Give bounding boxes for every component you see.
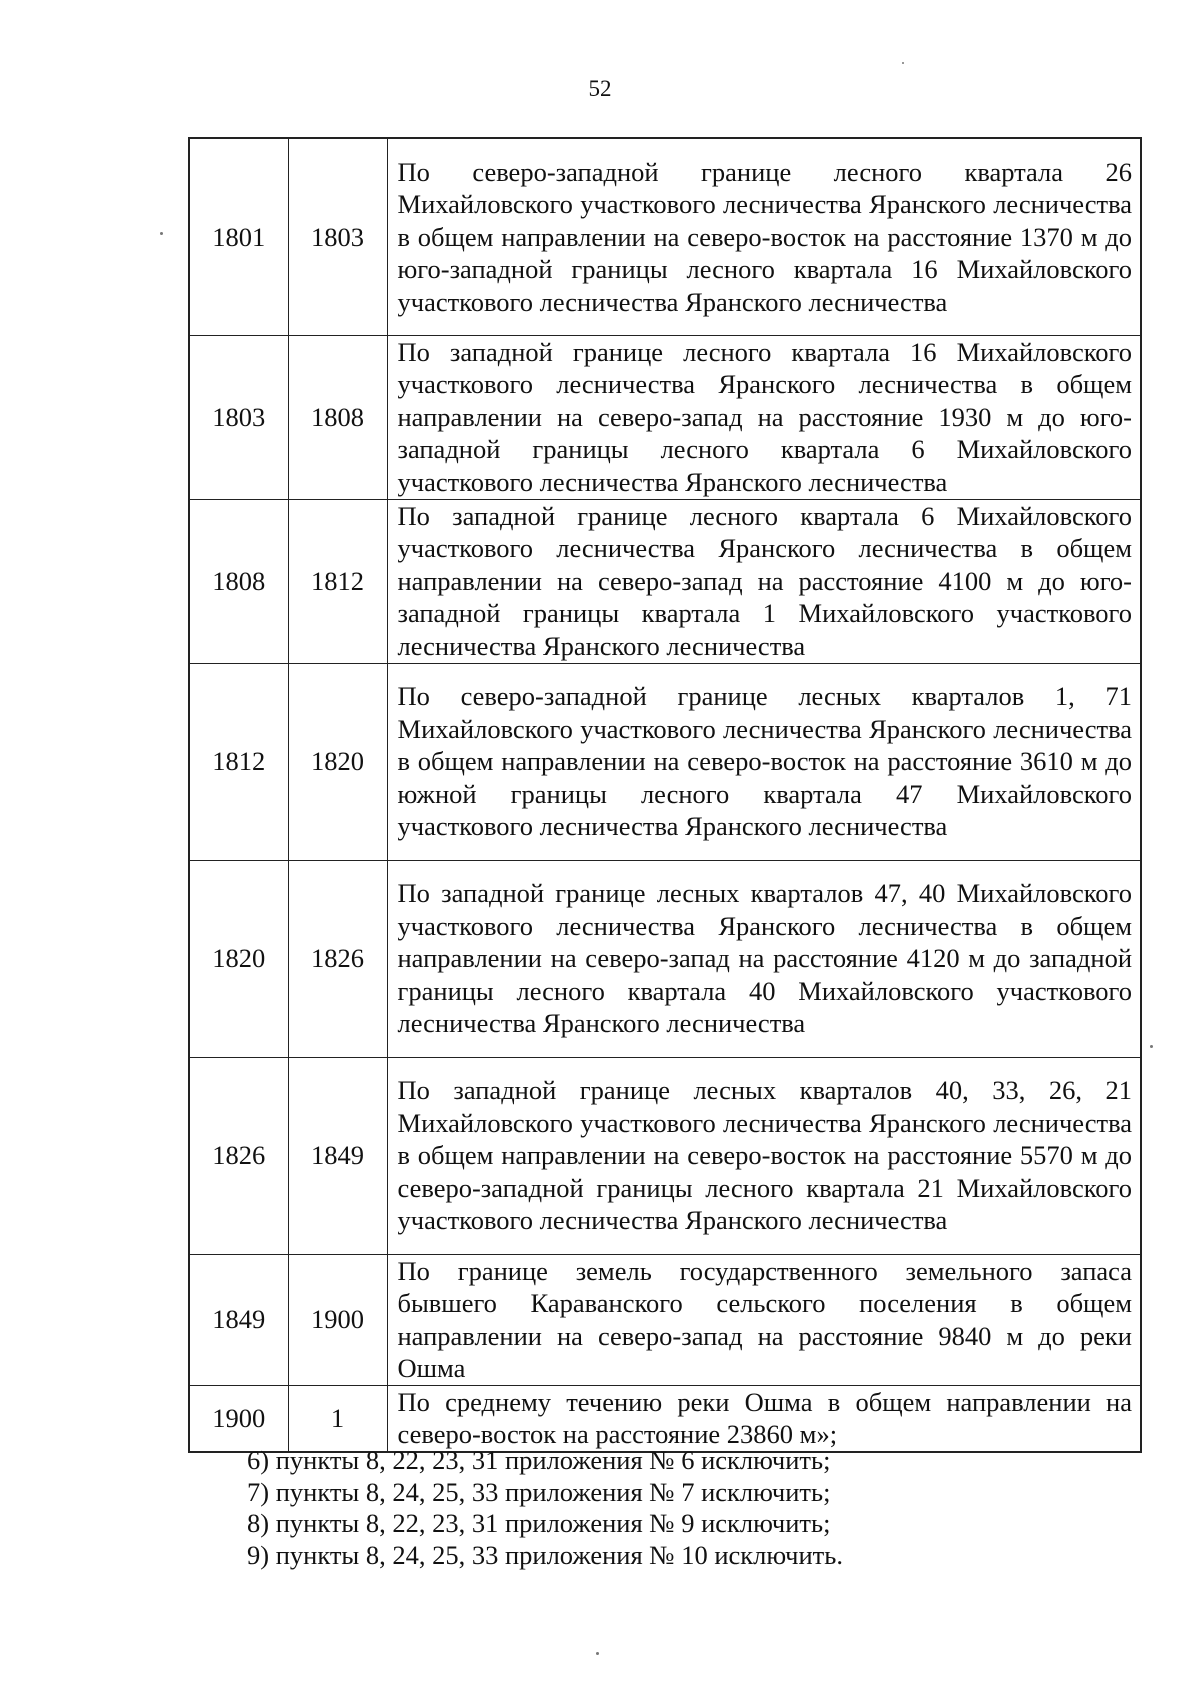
boundary-description-cell [387, 1057, 1141, 1254]
boundary-description-cell [387, 1254, 1141, 1385]
table-row [189, 335, 1141, 499]
table-row [189, 1385, 1141, 1452]
boundary-description-cell [387, 335, 1141, 499]
boundary-description-cell [387, 663, 1141, 860]
table-row [189, 1254, 1141, 1385]
boundary-description-table [188, 137, 1142, 1453]
point-to-cell: 1812 [288, 499, 387, 663]
boundary-description: По северо-западной границе лесного квартала 26 Михайловского участкового лесничества Яранского лесничества в общем направлении на северо-восток на расстояние 1370 м до юго-западной границы лесного квартала 16 Михайловского участкового лесничества Яранского лесничества [397, 156, 1132, 317]
point-to-cell: 1803 [288, 138, 387, 335]
table-row [189, 1057, 1141, 1254]
amendment-item: 6) пункты 8, 22, 23, 31 приложения № 6 исключить; [247, 1445, 831, 1475]
point-to-cell: 1808 [288, 335, 387, 499]
table-row [189, 499, 1141, 663]
point-from-cell: 1808 [189, 499, 288, 663]
point-to-cell: 1826 [288, 860, 387, 1057]
amendment-item: 7) пункты 8, 24, 25, 33 приложения № 7 исключить; [247, 1476, 831, 1507]
amendment-list [247, 1445, 1147, 1571]
point-from-cell: 1820 [189, 860, 288, 1057]
point-to-cell: 1849 [288, 1057, 387, 1254]
scan-speck [596, 1652, 599, 1655]
point-from-cell: 1900 [189, 1385, 288, 1452]
amendment-item: 9) пункты 8, 24, 25, 33 приложения № 10 исключить. [247, 1539, 843, 1570]
point-from-cell: 1849 [189, 1254, 288, 1385]
boundary-description-cell [387, 138, 1141, 335]
boundary-description-cell [387, 1385, 1141, 1452]
point-from-cell: 1801 [189, 138, 288, 335]
boundary-description: По западной границе лесных кварталов 47, 40 Михайловского участкового лесничества Яранского лесничества в общем направлении на северо-запад на расстояние 4120 м до западной границы лесного квартала 40 Михайловского участкового лесничества Яранского лесничества [397, 878, 1132, 1039]
boundary-description: По западной границе лесного квартала 16 Михайловского участкового лесничества Яранского лесничества в общем направлении на северо-запад на расстояние 1930 м до юго-западной границы лесного квартала 6 Михайловского участкового лесничества Яранского лесничества [397, 336, 1132, 497]
point-to-cell: 1820 [288, 663, 387, 860]
boundary-description: По северо-западной границе лесных кварталов 1, 71 Михайловского участкового лесничества Яранского лесничества в общем направлении на северо-восток на расстояние 3610 м до южной границы лесного квартала 47 Михайловского участкового лесничества Яранского лесничества [397, 681, 1132, 842]
boundary-description-cell [387, 499, 1141, 663]
scan-speck [1150, 1045, 1153, 1048]
table-row [189, 663, 1141, 860]
point-to-cell: 1900 [288, 1254, 387, 1385]
boundary-description: По границе земель государственного земельного запаса бывшего Караванского сельского поселения в общем направлении на северо-запад на расстояние 9840 м до реки Ошма [397, 1255, 1132, 1383]
point-from-cell: 1803 [189, 335, 288, 499]
table-row [189, 860, 1141, 1057]
boundary-description: По западной границе лесного квартала 6 Михайловского участкового лесничества Яранского лесничества в общем направлении на северо-запад на расстояние 4100 м до юго-западной границы квартала 1 Михайловского участкового лесничества Яранского лесничества [397, 500, 1132, 661]
scan-speck [160, 232, 163, 235]
point-to-cell: 1 [288, 1385, 387, 1452]
page-number: 52 [588, 76, 612, 101]
point-from-cell: 1826 [189, 1057, 288, 1254]
boundary-description-cell [387, 860, 1141, 1057]
scan-speck [902, 62, 904, 64]
table-row [189, 138, 1141, 335]
boundary-description: По западной границе лесных кварталов 40, 33, 26, 21 Михайловского участкового лесничества Яранского лесничества в общем направлении на северо-восток на расстояние 5570 м до северо-западной границы лесного квартала 21 Михайловского участкового лесничества Яранского лесничества [397, 1075, 1132, 1236]
point-from-cell: 1812 [189, 663, 288, 860]
amendment-item: 8) пункты 8, 22, 23, 31 приложения № 9 исключить; [247, 1508, 831, 1538]
boundary-description: По среднему течению реки Ошма в общем направлении на северо-восток на расстояние 23860 м»; [397, 1386, 1132, 1449]
